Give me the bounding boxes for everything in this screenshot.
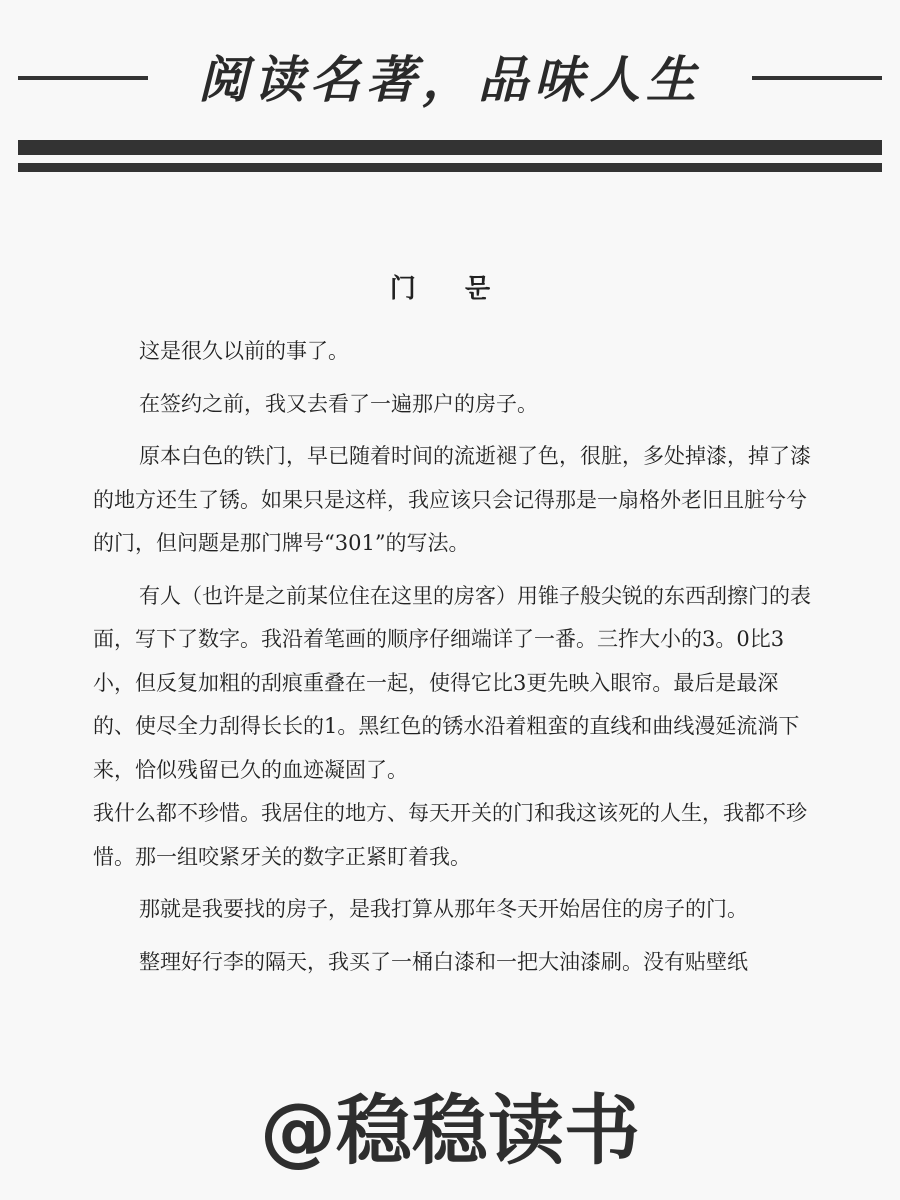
header-title: 阅读名著，品味人生 bbox=[198, 51, 702, 109]
paragraph: 有人（也许是之前某位住在这里的房客）用锥子般尖锐的东西刮擦门的表面，写下了数字。我沿着笔画的顺序仔细端详了一番。三拃大小的3。0比3小，但反复加粗的刮痕重叠在一起，使得它比3更先映入眼帘。最后是最深的、使尽全力刮得长长的1。黑红色的锈水沿着粗蛮的直线和曲线漫延流淌下来，恰似残留已久的血迹凝固了。 bbox=[93, 583, 811, 782]
header-thick-divider bbox=[18, 140, 882, 155]
header-right-rule bbox=[752, 76, 882, 80]
header-thin-divider bbox=[18, 163, 882, 172]
watermark: @稳稳读书 bbox=[260, 1086, 640, 1175]
document-title: 门 문 bbox=[389, 274, 511, 304]
paragraph: 原本白色的铁门，早已随着时间的流逝褪了色，很脏，多处掉漆，掉了漆的地方还生了锈。如果只是这样，我应该只会记得那是一扇格外老旧且脏兮兮的门，但问题是那门牌号“301”的写法。 bbox=[93, 444, 811, 555]
header-banner bbox=[0, 40, 900, 120]
header-left-rule bbox=[18, 76, 148, 80]
paragraph: 那就是我要找的房子，是我打算从那年冬天开始居住的房子的门。 bbox=[139, 897, 748, 921]
document-body bbox=[93, 330, 818, 993]
paragraph: 我什么都不珍惜。我居住的地方、每天开关的门和我这该死的人生，我都不珍惜。那一组咬紧牙关的数字正紧盯着我。 bbox=[93, 801, 807, 869]
paragraph: 这是很久以前的事了。 bbox=[139, 339, 349, 363]
paragraph: 整理好行李的隔天，我买了一桶白漆和一把大油漆刷。没有贴壁纸 bbox=[139, 949, 748, 974]
paragraph: 在签约之前，我又去看了一遍那户的房子。 bbox=[139, 391, 538, 416]
